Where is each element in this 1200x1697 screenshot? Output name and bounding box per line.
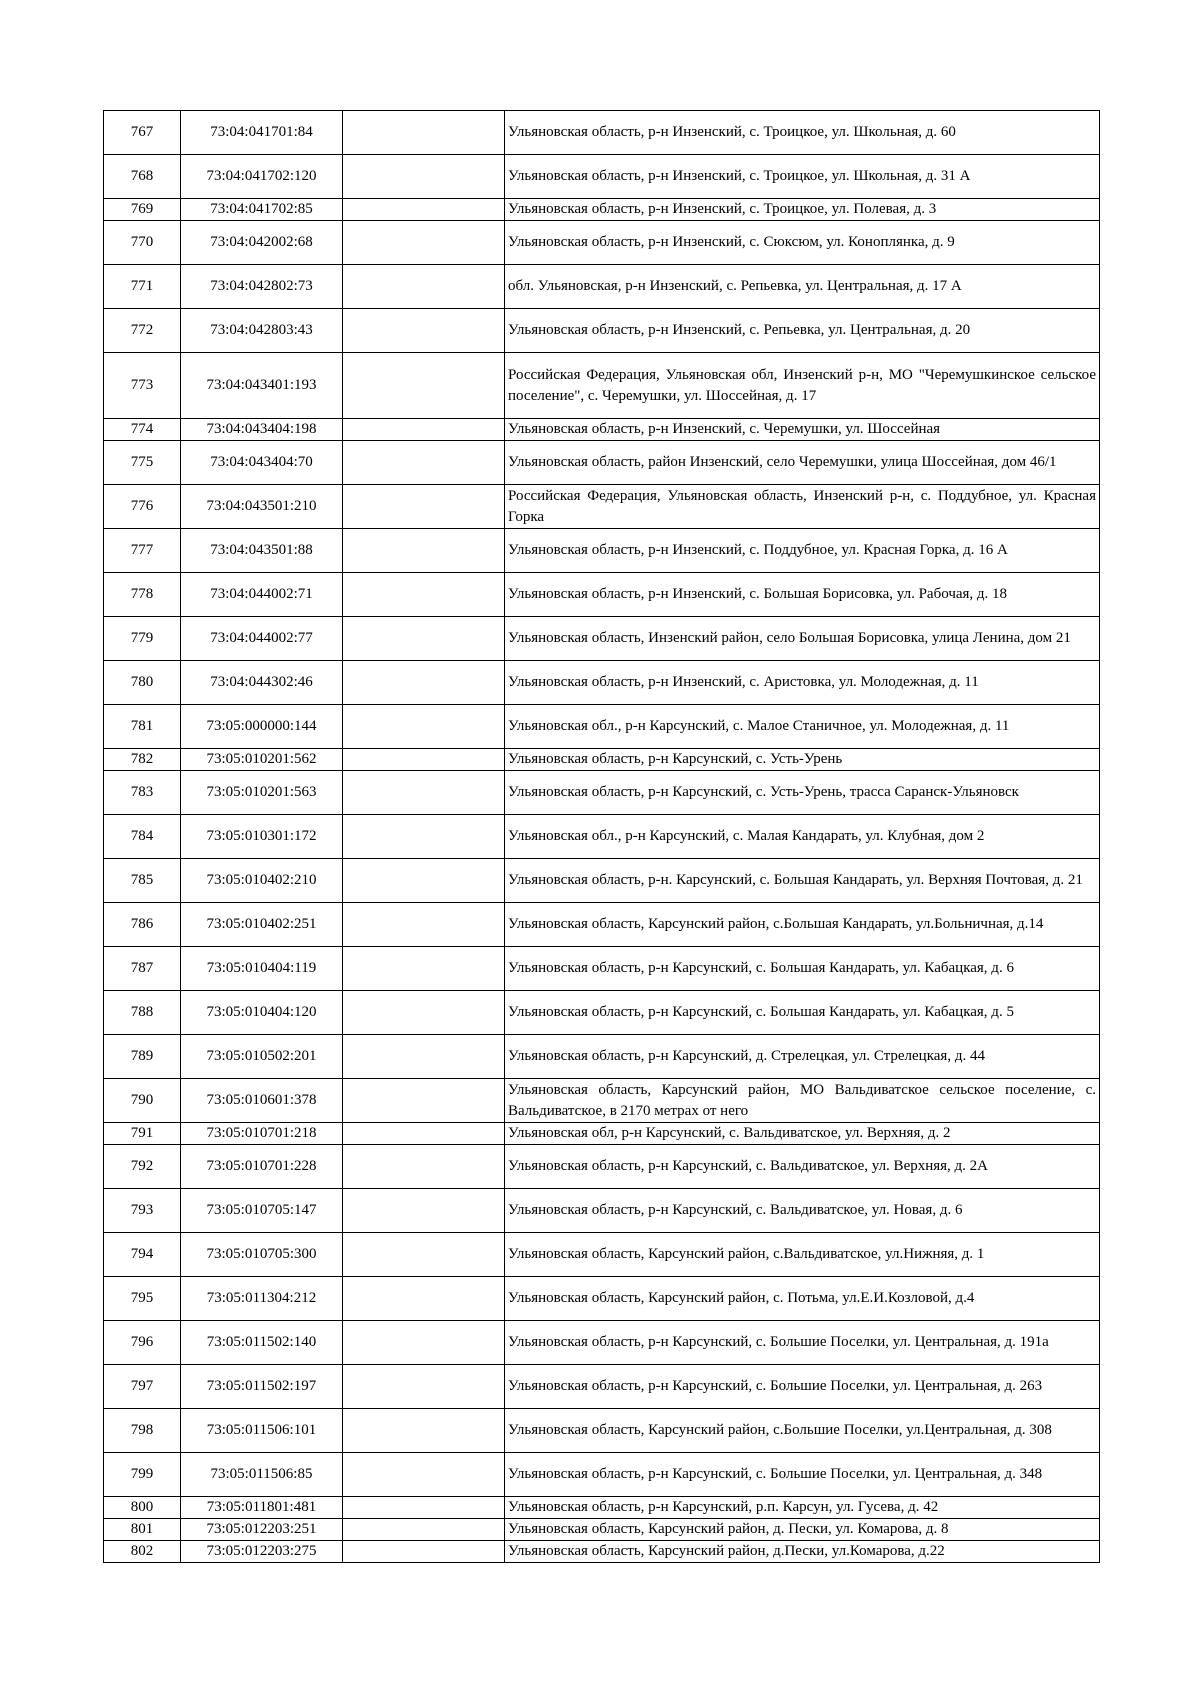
row-number: 778	[104, 573, 181, 617]
table-row	[104, 529, 1100, 573]
empty-cell	[343, 661, 505, 705]
table-row	[104, 1541, 1100, 1563]
row-number: 781	[104, 705, 181, 749]
table-row	[104, 1519, 1100, 1541]
empty-cell	[343, 485, 505, 529]
cadastral-number: 73:05:012203:251	[181, 1519, 343, 1541]
row-number: 786	[104, 903, 181, 947]
row-number: 768	[104, 155, 181, 199]
address: Ульяновская область, р-н Инзенский, с. Троицкое, ул. Полевая, д. 3	[505, 199, 1100, 221]
cadastral-number: 73:04:044302:46	[181, 661, 343, 705]
row-number: 777	[104, 529, 181, 573]
table-row	[104, 617, 1100, 661]
address: обл. Ульяновская, р-н Инзенский, с. Репьевка, ул. Центральная, д. 17 А	[505, 265, 1100, 309]
empty-cell	[343, 859, 505, 903]
cadastral-number: 73:05:000000:144	[181, 705, 343, 749]
address: Ульяновская область, Карсунский район, МО Вальдиватское сельское поселение, с. Вальдиватское, в 2170 метрах от него	[505, 1079, 1100, 1123]
table-row	[104, 221, 1100, 265]
table-row	[104, 485, 1100, 529]
cadastral-number: 73:05:010701:228	[181, 1145, 343, 1189]
address: Ульяновская область, р-н Инзенский, с. Большая Борисовка, ул. Рабочая, д. 18	[505, 573, 1100, 617]
empty-cell	[343, 1189, 505, 1233]
table-row	[104, 1453, 1100, 1497]
table-row	[104, 705, 1100, 749]
cadastral-number: 73:04:043404:70	[181, 441, 343, 485]
empty-cell	[343, 749, 505, 771]
address: Российская Федерация, Ульяновская область, Инзенский р-н, с. Поддубное, ул. Красная Горка	[505, 485, 1100, 529]
row-number: 772	[104, 309, 181, 353]
cadastral-number: 73:04:042803:43	[181, 309, 343, 353]
table-row	[104, 661, 1100, 705]
empty-cell	[343, 991, 505, 1035]
property-registry-table	[103, 110, 1100, 1563]
address: Ульяновская область, р-н Карсунский, с. Большие Поселки, ул. Центральная, д. 191а	[505, 1321, 1100, 1365]
address: Ульяновская область, Карсунский район, с.Большие Поселки, ул.Центральная, д. 308	[505, 1409, 1100, 1453]
row-number: 789	[104, 1035, 181, 1079]
empty-cell	[343, 1497, 505, 1519]
address: Ульяновская область, Инзенский район, село Большая Борисовка, улица Ленина, дом 21	[505, 617, 1100, 661]
cadastral-number: 73:04:041702:120	[181, 155, 343, 199]
address: Ульяновская область, р-н Карсунский, с. Усть-Урень	[505, 749, 1100, 771]
address: Ульяновская область, р-н. Карсунский, с. Большая Кандарать, ул. Верхняя Почтовая, д. 21	[505, 859, 1100, 903]
empty-cell	[343, 1079, 505, 1123]
table-row	[104, 199, 1100, 221]
table-row	[104, 991, 1100, 1035]
cadastral-number: 73:04:043404:198	[181, 419, 343, 441]
address: Ульяновская обл., р-н Карсунский, с. Малая Кандарать, ул. Клубная, дом 2	[505, 815, 1100, 859]
cadastral-number: 73:05:010201:562	[181, 749, 343, 771]
row-number: 796	[104, 1321, 181, 1365]
address: Ульяновская область, р-н Инзенский, с. Троицкое, ул. Школьная, д. 31 А	[505, 155, 1100, 199]
address: Ульяновская область, р-н Карсунский, с. Большая Кандарать, ул. Кабацкая, д. 6	[505, 947, 1100, 991]
row-number: 801	[104, 1519, 181, 1541]
table-row	[104, 1145, 1100, 1189]
address: Ульяновская область, р-н Инзенский, с. Троицкое, ул. Школьная, д. 60	[505, 111, 1100, 155]
address: Ульяновская обл., р-н Карсунский, с. Малое Станичное, ул. Молодежная, д. 11	[505, 705, 1100, 749]
address: Российская Федерация, Ульяновская обл, Инзенский р-н, МО "Черемушкинское сельское поселение", с. Черемушки, ул. Шоссейная, д. 17	[505, 353, 1100, 419]
table-row	[104, 1079, 1100, 1123]
empty-cell	[343, 529, 505, 573]
cadastral-number: 73:04:043501:210	[181, 485, 343, 529]
empty-cell	[343, 1453, 505, 1497]
address: Ульяновская область, Карсунский район, с. Потьма, ул.Е.И.Козловой, д.4	[505, 1277, 1100, 1321]
empty-cell	[343, 1277, 505, 1321]
row-number: 771	[104, 265, 181, 309]
cadastral-number: 73:04:042802:73	[181, 265, 343, 309]
cadastral-number: 73:04:043501:88	[181, 529, 343, 573]
cadastral-number: 73:05:010402:210	[181, 859, 343, 903]
table-row	[104, 1233, 1100, 1277]
row-number: 783	[104, 771, 181, 815]
table-row	[104, 1497, 1100, 1519]
cadastral-number: 73:05:011502:197	[181, 1365, 343, 1409]
empty-cell	[343, 199, 505, 221]
table-row	[104, 155, 1100, 199]
row-number: 794	[104, 1233, 181, 1277]
row-number: 791	[104, 1123, 181, 1145]
address: Ульяновская область, р-н Карсунский, р.п. Карсун, ул. Гусева, д. 42	[505, 1497, 1100, 1519]
address: Ульяновская область, р-н Инзенский, с. Аристовка, ул. Молодежная, д. 11	[505, 661, 1100, 705]
address: Ульяновская область, р-н Карсунский, д. Стрелецкая, ул. Стрелецкая, д. 44	[505, 1035, 1100, 1079]
address: Ульяновская обл, р-н Карсунский, с. Вальдиватское, ул. Верхняя, д. 2	[505, 1123, 1100, 1145]
row-number: 775	[104, 441, 181, 485]
cadastral-number: 73:04:044002:77	[181, 617, 343, 661]
row-number: 780	[104, 661, 181, 705]
cadastral-number: 73:05:010404:120	[181, 991, 343, 1035]
table-row	[104, 1277, 1100, 1321]
cadastral-number: 73:04:044002:71	[181, 573, 343, 617]
cadastral-number: 73:05:011506:85	[181, 1453, 343, 1497]
empty-cell	[343, 903, 505, 947]
empty-cell	[343, 815, 505, 859]
address: Ульяновская область, р-н Инзенский, с. Сюксюм, ул. Коноплянка, д. 9	[505, 221, 1100, 265]
row-number: 798	[104, 1409, 181, 1453]
table-row	[104, 1123, 1100, 1145]
table-row	[104, 353, 1100, 419]
address: Ульяновская область, р-н Инзенский, с. Поддубное, ул. Красная Горка, д. 16 А	[505, 529, 1100, 573]
cadastral-number: 73:04:043401:193	[181, 353, 343, 419]
table-row	[104, 771, 1100, 815]
table-row	[104, 265, 1100, 309]
row-number: 787	[104, 947, 181, 991]
empty-cell	[343, 111, 505, 155]
table-row	[104, 1409, 1100, 1453]
address: Ульяновская область, р-н Карсунский, с. Вальдиватское, ул. Верхняя, д. 2А	[505, 1145, 1100, 1189]
address: Ульяновская область, Карсунский район, д. Пески, ул. Комарова, д. 8	[505, 1519, 1100, 1541]
empty-cell	[343, 1409, 505, 1453]
table-row	[104, 419, 1100, 441]
empty-cell	[343, 309, 505, 353]
empty-cell	[343, 947, 505, 991]
table-row	[104, 947, 1100, 991]
registry-body	[104, 111, 1100, 1563]
empty-cell	[343, 1321, 505, 1365]
cadastral-number: 73:05:011801:481	[181, 1497, 343, 1519]
table-row	[104, 573, 1100, 617]
cadastral-number: 73:04:041702:85	[181, 199, 343, 221]
cadastral-number: 73:05:010201:563	[181, 771, 343, 815]
empty-cell	[343, 1145, 505, 1189]
empty-cell	[343, 221, 505, 265]
row-number: 797	[104, 1365, 181, 1409]
address: Ульяновская область, Карсунский район, с.Большая Кандарать, ул.Больничная, д.14	[505, 903, 1100, 947]
address: Ульяновская область, Карсунский район, д.Пески, ул.Комарова, д.22	[505, 1541, 1100, 1563]
row-number: 800	[104, 1497, 181, 1519]
table-row	[104, 903, 1100, 947]
table-row	[104, 1189, 1100, 1233]
cadastral-number: 73:05:010502:201	[181, 1035, 343, 1079]
cadastral-number: 73:05:010404:119	[181, 947, 343, 991]
row-number: 802	[104, 1541, 181, 1563]
empty-cell	[343, 1035, 505, 1079]
address: Ульяновская область, район Инзенский, село Черемушки, улица Шоссейная, дом 46/1	[505, 441, 1100, 485]
empty-cell	[343, 1123, 505, 1145]
cadastral-number: 73:05:011506:101	[181, 1409, 343, 1453]
row-number: 776	[104, 485, 181, 529]
empty-cell	[343, 1519, 505, 1541]
cadastral-number: 73:05:010701:218	[181, 1123, 343, 1145]
table-row	[104, 749, 1100, 771]
address: Ульяновская область, Карсунский район, с.Вальдиватское, ул.Нижняя, д. 1	[505, 1233, 1100, 1277]
row-number: 774	[104, 419, 181, 441]
cadastral-number: 73:05:012203:275	[181, 1541, 343, 1563]
table-row	[104, 111, 1100, 155]
address: Ульяновская область, р-н Карсунский, с. Большие Поселки, ул. Центральная, д. 263	[505, 1365, 1100, 1409]
row-number: 792	[104, 1145, 181, 1189]
table-row	[104, 441, 1100, 485]
empty-cell	[343, 1233, 505, 1277]
table-row	[104, 309, 1100, 353]
cadastral-number: 73:05:010601:378	[181, 1079, 343, 1123]
empty-cell	[343, 617, 505, 661]
row-number: 782	[104, 749, 181, 771]
cadastral-number: 73:05:010705:147	[181, 1189, 343, 1233]
empty-cell	[343, 265, 505, 309]
table-row	[104, 859, 1100, 903]
empty-cell	[343, 353, 505, 419]
address: Ульяновская область, р-н Карсунский, с. Вальдиватское, ул. Новая, д. 6	[505, 1189, 1100, 1233]
row-number: 769	[104, 199, 181, 221]
cadastral-number: 73:05:010705:300	[181, 1233, 343, 1277]
empty-cell	[343, 771, 505, 815]
table-row	[104, 815, 1100, 859]
cadastral-number: 73:04:041701:84	[181, 111, 343, 155]
cadastral-number: 73:05:010402:251	[181, 903, 343, 947]
row-number: 779	[104, 617, 181, 661]
empty-cell	[343, 573, 505, 617]
row-number: 788	[104, 991, 181, 1035]
address: Ульяновская область, р-н Карсунский, с. Большие Поселки, ул. Центральная, д. 348	[505, 1453, 1100, 1497]
empty-cell	[343, 441, 505, 485]
address: Ульяновская область, р-н Карсунский, с. Усть-Урень, трасса Саранск-Ульяновск	[505, 771, 1100, 815]
row-number: 799	[104, 1453, 181, 1497]
row-number: 785	[104, 859, 181, 903]
table-row	[104, 1321, 1100, 1365]
table-row	[104, 1035, 1100, 1079]
empty-cell	[343, 705, 505, 749]
address: Ульяновская область, р-н Карсунский, с. Большая Кандарать, ул. Кабацкая, д. 5	[505, 991, 1100, 1035]
cadastral-number: 73:05:011304:212	[181, 1277, 343, 1321]
row-number: 790	[104, 1079, 181, 1123]
row-number: 767	[104, 111, 181, 155]
empty-cell	[343, 419, 505, 441]
row-number: 795	[104, 1277, 181, 1321]
row-number: 770	[104, 221, 181, 265]
cadastral-number: 73:04:042002:68	[181, 221, 343, 265]
address: Ульяновская область, р-н Инзенский, с. Черемушки, ул. Шоссейная	[505, 419, 1100, 441]
empty-cell	[343, 1365, 505, 1409]
empty-cell	[343, 155, 505, 199]
table-row	[104, 1365, 1100, 1409]
empty-cell	[343, 1541, 505, 1563]
row-number: 784	[104, 815, 181, 859]
cadastral-number: 73:05:011502:140	[181, 1321, 343, 1365]
row-number: 793	[104, 1189, 181, 1233]
cadastral-number: 73:05:010301:172	[181, 815, 343, 859]
address: Ульяновская область, р-н Инзенский, с. Репьевка, ул. Центральная, д. 20	[505, 309, 1100, 353]
row-number: 773	[104, 353, 181, 419]
